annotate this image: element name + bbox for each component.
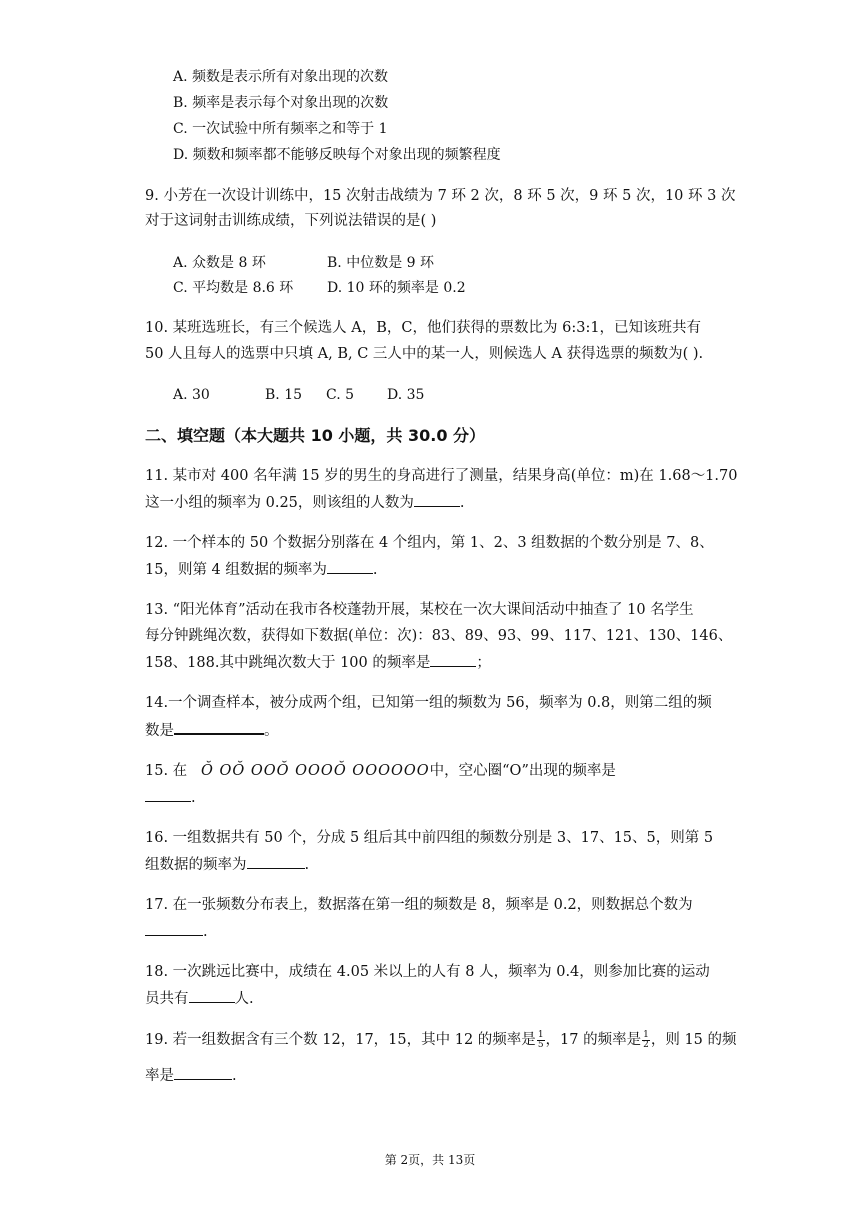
q15-line-2-end: . (191, 790, 196, 806)
q14-line-2 (145, 719, 279, 741)
q17-line-2-end: . (203, 924, 208, 940)
q15-line-2 (145, 787, 196, 808)
q19-line-2-text: 率是 (145, 1068, 174, 1084)
q10-option-c: C. 5 (326, 387, 355, 403)
q13-line-2: 每分钟跳绳次数，获得如下数据(单位：次)：83、89、93、99、117、121、130、146、 (145, 628, 733, 644)
page-footer: 第 2页，共 13页 (384, 1153, 476, 1167)
q10-option-b: B. 15 (265, 387, 303, 403)
q19-text-3: ，则 15 的频 (650, 1032, 737, 1048)
q11-answer-blank[interactable] (414, 492, 460, 507)
q15-line-1 (145, 761, 616, 781)
q15-prefix: 15. 在 (145, 763, 188, 779)
q12-line-2-text: 15，则第 4 组数据的频率为 (145, 562, 327, 578)
q16-line-2 (145, 854, 309, 875)
q18-line-2-text: 员共有 (145, 991, 189, 1007)
q19-line-2-end: . (232, 1068, 237, 1084)
q19-fraction-2-numerator: 1 (643, 1029, 649, 1040)
q13-line-3 (145, 652, 491, 673)
q9-option-b: B. 中位数是 9 环 (327, 255, 434, 271)
q8-option-d: D. 频数和频率都不能够反映每个对象出现的频繁程度 (173, 147, 501, 163)
q11-line-1: 11. 某市对 400 名年满 15 岁的男生的身高进行了测量，结果身高(单位：m)在 1.68～1.70 (145, 468, 738, 484)
q19-answer-blank[interactable] (174, 1065, 232, 1080)
q12-answer-blank[interactable] (327, 559, 373, 574)
q11-line-2-end: . (459, 495, 465, 511)
q14-line-2-end: 。 (264, 723, 279, 739)
q19-fraction-1-numerator: 1 (537, 1029, 544, 1040)
q15-circle-sequence: Ŏ OŎ OOŎ OOOŎ OOOOOO (201, 763, 430, 779)
q15-suffix: 中，空心圈“O”出现的频率是 (429, 763, 616, 779)
q17-line-2 (145, 921, 208, 942)
q9-option-a: A. 众数是 8 环 (173, 255, 266, 271)
q19-line-1 (145, 1030, 737, 1050)
q13-line-3-text: 158、188.其中跳绳次数大于 100 的频率是 (145, 655, 431, 671)
q10-option-d: D. 35 (387, 387, 425, 403)
q18-answer-blank[interactable] (189, 988, 235, 1003)
q16-line-2-text: 组数据的频率为 (145, 857, 247, 873)
q19-line-2 (145, 1065, 237, 1086)
q10-line-2: 50 人且每人的选票中只填 A, B, C 三人中的某一人，则候选人 A 获得选票的频数为( ). (145, 346, 704, 362)
q14-line-1: 14.一个调查样本，被分成两个组，已知第一组的频数为 56，频率为 0.8，则第二组的频 (145, 695, 712, 711)
q12-line-1: 12. 一个样本的 50 个数据分别落在 4 个组内，第 1、2、3 组数据的个数分别是 7、8、 (145, 535, 714, 551)
q17-answer-blank[interactable] (145, 921, 203, 936)
q19-fraction-2 (642, 1031, 650, 1050)
q17-line-1: 17. 在一张频数分布表上，数据落在第一组的频数是 8，频率是 0.2，则数据总个数为 (145, 897, 693, 913)
q14-answer-blank[interactable] (174, 719, 264, 735)
q19-text-1: 19. 若一组数据含有三个数 12，17，15，其中 12 的频率是 (145, 1032, 536, 1048)
q13-line-3-end: ； (476, 655, 491, 671)
q19-fraction-2-denominator: 2 (643, 1039, 649, 1050)
q19-fraction-1 (537, 1031, 545, 1050)
q19-fraction-1-denominator: 5 (537, 1039, 544, 1050)
q8-option-a: A. 频数是表示所有对象出现的次数 (173, 69, 389, 85)
q18-line-2 (145, 988, 254, 1009)
q11-line-2-text: 这一小组的频率为 0.25，则该组的人数为 (145, 495, 414, 511)
q16-line-2-end: . (304, 857, 310, 873)
q8-option-b: B. 频率是表示每个对象出现的次数 (173, 95, 389, 111)
q10-line-1: 10. 某班选班长，有三个候选人 A，B，C，他们获得的票数比为 6:3:1，已知该班共有 (145, 320, 702, 336)
q13-answer-blank[interactable] (430, 652, 476, 667)
q11-line-2 (145, 492, 465, 513)
q8-option-c: C. 一次试验中所有频率之和等于 1 (173, 121, 388, 137)
section-2-title: 二、填空题（本大题共 10 小题，共 30.0 分） (145, 426, 486, 445)
q18-line-2-end: 人. (234, 991, 254, 1007)
q12-line-2 (145, 559, 378, 580)
q9-option-c: C. 平均数是 8.6 环 (173, 280, 294, 296)
q18-line-1: 18. 一次跳远比赛中，成绩在 4.05 米以上的人有 8 人，频率为 0.4，则参加比赛的运动 (145, 964, 710, 980)
q9-line-2: 对于这词射击训练成绩，下列说法错误的是( ) (145, 213, 437, 229)
q14-line-2-text: 数是 (145, 723, 174, 739)
q13-line-1: 13. “阳光体育”活动在我市各校蓬勃开展，某校在一次大课间活动中抽查了 10 名学生 (145, 602, 694, 618)
q16-answer-blank[interactable] (247, 854, 305, 869)
q19-text-2: ，17 的频率是 (545, 1032, 642, 1048)
q15-answer-blank[interactable] (145, 787, 191, 802)
q16-line-1: 16. 一组数据共有 50 个，分成 5 组后其中前四组的频数分别是 3、17、15、5，则第 5 (145, 830, 714, 846)
q12-line-2-end: . (372, 562, 378, 578)
q9-line-1: 9. 小芳在一次设计训练中，15 次射击战绩为 7 环 2 次，8 环 5 次，9 环 5 次，10 环 3 次 (145, 188, 736, 204)
q10-option-a: A. 30 (173, 387, 210, 403)
q9-option-d: D. 10 环的频率是 0.2 (327, 280, 466, 296)
